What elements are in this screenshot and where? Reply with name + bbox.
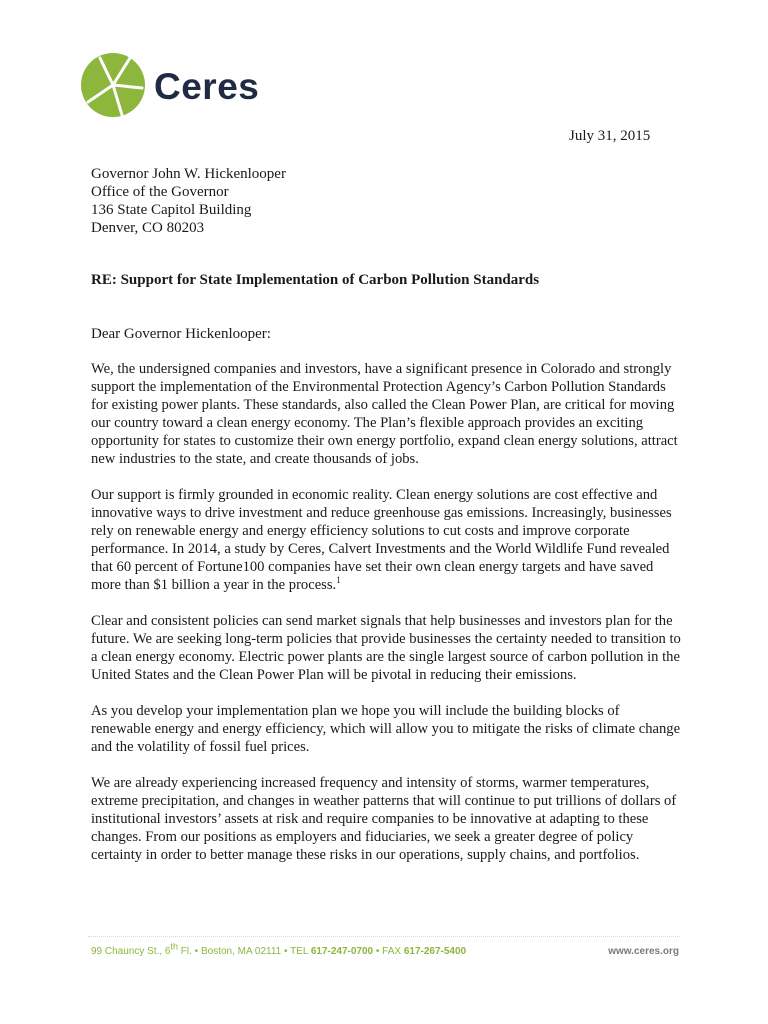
recipient-street: 136 State Capitol Building — [91, 202, 252, 218]
footer-website-link[interactable]: www.ceres.org — [608, 946, 679, 957]
footer-floor-sup: th — [170, 941, 179, 952]
body-paragraph: As you develop your implementation plan we hope you will include the building blocks of renewable energy and energy efficiency, which will allow you to mitigate the risks of climate change and the volatility of fossil fuel prices. — [91, 703, 681, 755]
footer-contact — [91, 941, 467, 957]
recipient-office: Office of the Governor — [91, 184, 229, 200]
recipient-name: Governor John W. Hickenlooper — [91, 166, 286, 182]
salutation: Dear Governor Hickenlooper: — [91, 326, 271, 342]
recipient-city: Denver, CO 80203 — [91, 220, 205, 236]
page-footer — [91, 941, 679, 957]
ceres-logo-icon — [80, 52, 146, 118]
footnote-marker: 1 — [336, 575, 341, 586]
body-paragraph-text: Our support is firmly grounded in economic reality. Clean energy solutions are cost effective and innovative ways to drive investment and reduce greenhouse gas emissions. Increasingly, businesses rely on renewable energy and energy efficiency solutions to cut costs and improve corporate performance. In 2014, a study by Ceres, Calvert Investments and the World Wildlife Fund revealed that 60 percent of Fortune100 companies have set their own clean energy targets and have saved more than $1 billion a year in the process. — [91, 487, 672, 593]
ceres-logo — [80, 50, 259, 120]
letter-date: July 31, 2015 — [569, 128, 651, 144]
subject-line: RE: Support for State Implementation of Carbon Pollution Standards — [91, 272, 540, 288]
body-paragraph: We are already experiencing increased frequency and intensity of storms, warmer temperatures, extreme precipitation, and changes in weather patterns that will continue to put trillions of dollars of institutional investors’ assets at risk and require companies to be innovative at adapting to these changes. From our positions as employers and fiduciaries, we seek a greater degree of policy certainty in order to better manage these risks in our operations, supply chains, and portfolios. — [91, 775, 677, 863]
footer-divider — [88, 936, 680, 937]
footer-fax-label: • FAX — [373, 946, 404, 957]
footer-tel: 617-247-0700 — [310, 946, 374, 957]
letter-body — [91, 360, 681, 882]
recipient-address — [91, 165, 286, 237]
footer-fax: 617-267-5400 — [403, 946, 467, 957]
body-paragraph: Clear and consistent policies can send market signals that help businesses and investors plan for the future. We are seeking long-term policies that provide businesses the certainty needed to transition to a clean energy economy. Electric power plants are the single largest source of carbon pollution in the United States and the Clean Power Plan will be pivotal in reducing their emissions. — [91, 613, 681, 683]
body-paragraph — [91, 486, 681, 594]
logo-wordmark: Ceres — [154, 66, 260, 107]
footer-address-prefix: 99 Chauncy St., 6 — [91, 946, 171, 957]
footer-address-suffix: Fl. • Boston, MA 02111 • TEL — [178, 946, 311, 957]
body-paragraph: We, the undersigned companies and investors, have a significant presence in Colorado and strongly support the implementation of the Environmental Protection Agency’s Carbon Pollution Standards for existing power plants. These standards, also called the Clean Power Plan, are critical for moving our country toward a clean energy economy. The Plan’s flexible approach provides an exciting opportunity for states to customize their own energy portfolio, expand clean energy solutions, attract new industries to the state, and create thousands of jobs. — [91, 361, 678, 467]
